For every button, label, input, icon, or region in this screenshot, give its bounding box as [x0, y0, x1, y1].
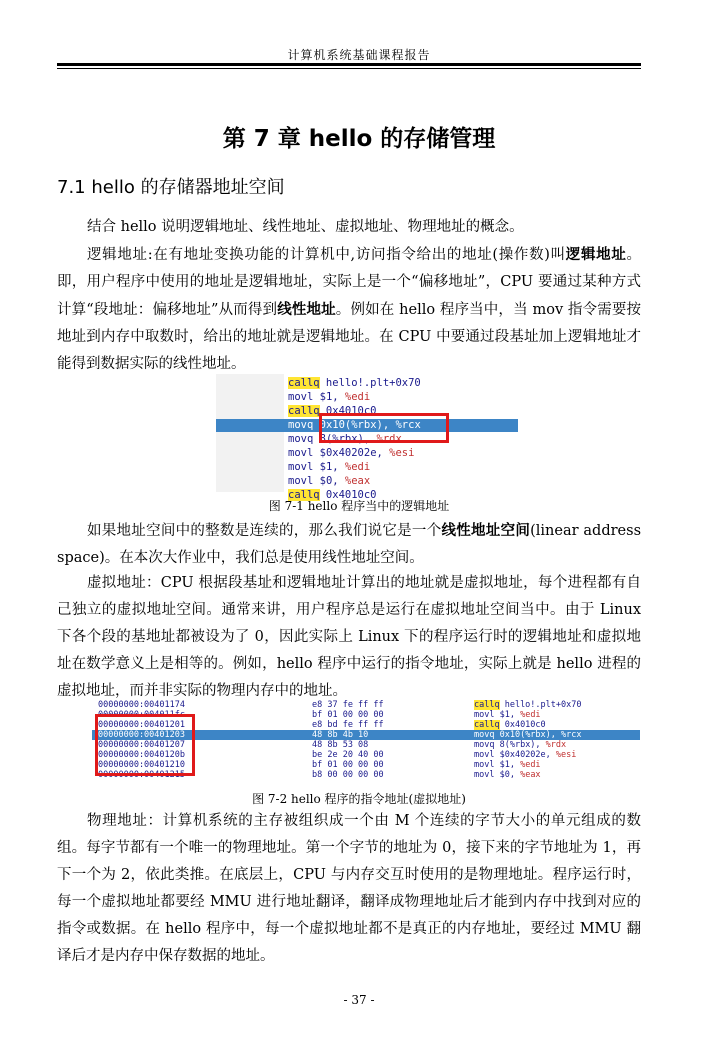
text-run: (linear address space)。在本次大作业中，我们总是使用线性地址空间。 — [57, 523, 642, 566]
register: %edi — [520, 760, 541, 770]
instruction-bytes: bf 01 00 00 00 — [312, 710, 384, 720]
mnemonic: movl — [288, 475, 314, 487]
paragraph-intro: 结合 hello 说明逻辑地址、线性地址、虚拟地址、物理地址的概念。 — [87, 219, 524, 235]
mnemonic: movl — [288, 391, 314, 403]
text-run: 。即，用户程序中使用的地址是逻辑地址，实际上是一个“偏移地址”，CPU 要通过某种方式计算“段地址：偏移地址”从而得到 — [57, 247, 642, 318]
instruction-text — [474, 700, 581, 710]
operands: $1, — [313, 391, 345, 403]
instruction-bytes: 48 8b 53 08 — [312, 740, 369, 750]
disassembly-line — [288, 447, 414, 460]
paragraph-logical-address — [57, 241, 641, 378]
register: %rdx — [545, 740, 567, 750]
operands: 0x4010c0 — [319, 489, 377, 501]
instruction-text — [474, 740, 566, 750]
operands: $0, — [494, 770, 521, 780]
instruction-address: 00000000:00401210 — [98, 760, 185, 770]
register: %esi — [389, 447, 415, 459]
mnemonic: movl — [288, 447, 314, 459]
mnemonic: callq — [288, 405, 320, 417]
operands: hello!.plt+0x70 — [499, 700, 582, 710]
instruction-bytes: 48 8b 4b 10 — [312, 730, 369, 740]
instruction-text — [474, 760, 541, 770]
operands: $1, — [313, 461, 345, 473]
figure-virtual-address — [92, 700, 640, 784]
instruction-row — [92, 700, 640, 710]
mnemonic: callq — [474, 720, 500, 730]
header-rule-thick — [57, 63, 641, 66]
disassembly-line — [288, 391, 370, 404]
mnemonic: movl — [474, 760, 495, 770]
register: %edi — [520, 710, 541, 720]
mnemonic: callq — [288, 377, 320, 389]
instruction-text — [474, 750, 576, 760]
disassembly-line — [288, 461, 370, 474]
operands: 0x10(%rbx), — [494, 730, 562, 740]
page-header-title: 计算机系统基础课程报告 — [287, 48, 431, 62]
mnemonic: movq — [288, 433, 314, 445]
instruction-address: 00000000:0040120b — [98, 750, 185, 760]
operands: $1, — [494, 760, 521, 770]
mnemonic: movl — [474, 770, 495, 780]
disassembly-line — [288, 377, 421, 390]
instruction-address: 00000000:00401215 — [98, 770, 185, 780]
figure-logical-address — [216, 374, 518, 501]
paragraph-linear-address — [57, 517, 641, 572]
register: %edi — [344, 461, 371, 473]
term-logical-address: 逻辑地址 — [565, 246, 627, 263]
instruction-bytes: be 2e 20 40 00 — [312, 750, 384, 760]
operands: $0x40202e, — [494, 750, 556, 760]
operands: $0x40202e, — [313, 447, 390, 459]
chapter-title: 第 7 章 hello 的存储管理 — [222, 126, 496, 152]
instruction-address: 00000000:004011fc — [98, 710, 185, 720]
mnemonic: movl — [288, 461, 314, 473]
mnemonic: movq — [288, 419, 314, 431]
paragraph-virtual-address: 虚拟地址：CPU 根据段基址和逻辑地址计算出的地址就是虚拟地址，每个进程都有自己独立的虚拟地址空间。通常来讲，用户程序总是运行在虚拟地址空间当中。由于 Linux 下各个段的基地址都被设为了 0，因此实际上 Linux 下的程序运行时的逻辑地址和虚拟地址在数学意义上是相等的。例如，hello 程序中运行的指令地址，实际上就是 hello 进程的虚拟地址，而并非实际的物理内存中的地址。 — [57, 575, 641, 699]
text-run: 逻辑地址:在有地址变换功能的计算机中,访问指令给出的地址(操作数)叫 — [87, 247, 566, 263]
mnemonic: movl — [474, 750, 495, 760]
operands: 0x10(%rbx), — [313, 419, 396, 431]
text-run: 。例如在 hello 程序当中，当 mov 指令需要按地址到内存中取数时，给出的地址就是逻辑地址。在 CPU 中要通过段基址加上逻辑地址才能得到数据实际的线性地址。 — [57, 302, 641, 372]
mnemonic: movl — [474, 710, 495, 720]
instruction-address: 00000000:00401201 — [98, 720, 185, 730]
instruction-address: 00000000:00401174 — [98, 700, 185, 710]
register: %rdx — [376, 433, 402, 445]
instruction-text — [474, 770, 541, 780]
operands: 0x4010c0 — [319, 405, 377, 417]
instruction-text — [474, 720, 546, 730]
operands: $0, — [313, 475, 345, 487]
instruction-address: 00000000:00401203 — [98, 730, 185, 740]
figure-caption-7-2: 图 7-2 hello 程序的指令地址(虚拟地址) — [252, 792, 466, 806]
register: %edi — [344, 391, 371, 403]
mnemonic: movq — [474, 730, 495, 740]
register: %eax — [520, 770, 541, 780]
operands: 0x4010c0 — [499, 720, 546, 730]
page-number: - 37 - — [343, 993, 375, 1007]
figure-caption-7-1: 图 7-1 hello 程序当中的逻辑地址 — [268, 499, 450, 513]
register: %rcx — [395, 419, 421, 431]
operands: 8(%rbx), — [494, 740, 546, 750]
header-rule-thin — [57, 68, 641, 69]
instruction-bytes: b8 00 00 00 00 — [312, 770, 384, 780]
disassembly-line — [288, 475, 370, 488]
register: %rcx — [561, 730, 582, 740]
mnemonic: callq — [288, 489, 320, 501]
operands: hello!.plt+0x70 — [319, 377, 421, 389]
term-linear-address-space: 线性地址空间 — [441, 522, 531, 539]
mnemonic: movq — [474, 740, 495, 750]
instruction-bytes: e8 bd fe ff ff — [312, 720, 384, 730]
paragraph-physical-address: 物理地址：计算机系统的主存被组织成一个由 M 个连续的字节大小的单元组成的数组。每字节都有一个唯一的物理地址。第一个字节的地址为 0，接下来的字节地址为 1，再下一个为 2，依此类推。在底层上，CPU 与内存交互时使用的是物理地址。程序运行时，每一个虚拟地址都要经 MMU 进行地址翻译，翻译成物理地址后才能到内存中找到对应的指令或数据。在 hello 程序中，每一个虚拟地址都不是真正的内存地址，要经过 MMU 翻译后才是内存中保存数据的地址。 — [57, 813, 641, 964]
term-linear-address: 线性地址 — [277, 301, 336, 318]
highlight-box — [319, 413, 449, 443]
text-run: 如果地址空间中的整数是连续的，那么我们说它是一个 — [87, 523, 442, 539]
register: %eax — [344, 475, 371, 487]
instruction-bytes: e8 37 fe ff ff — [312, 700, 384, 710]
instruction-text — [474, 730, 582, 740]
register: %esi — [555, 750, 577, 760]
section-title: 7.1 hello 的存储器地址空间 — [57, 177, 285, 198]
highlight-box — [95, 714, 195, 776]
operands: $1, — [494, 710, 521, 720]
instruction-address: 00000000:00401207 — [98, 740, 185, 750]
disassembly-gutter — [216, 374, 284, 492]
operands: 8(%rbx), — [313, 433, 377, 445]
instruction-text — [474, 710, 541, 720]
instruction-bytes: bf 01 00 00 00 — [312, 760, 384, 770]
mnemonic: callq — [474, 700, 500, 710]
